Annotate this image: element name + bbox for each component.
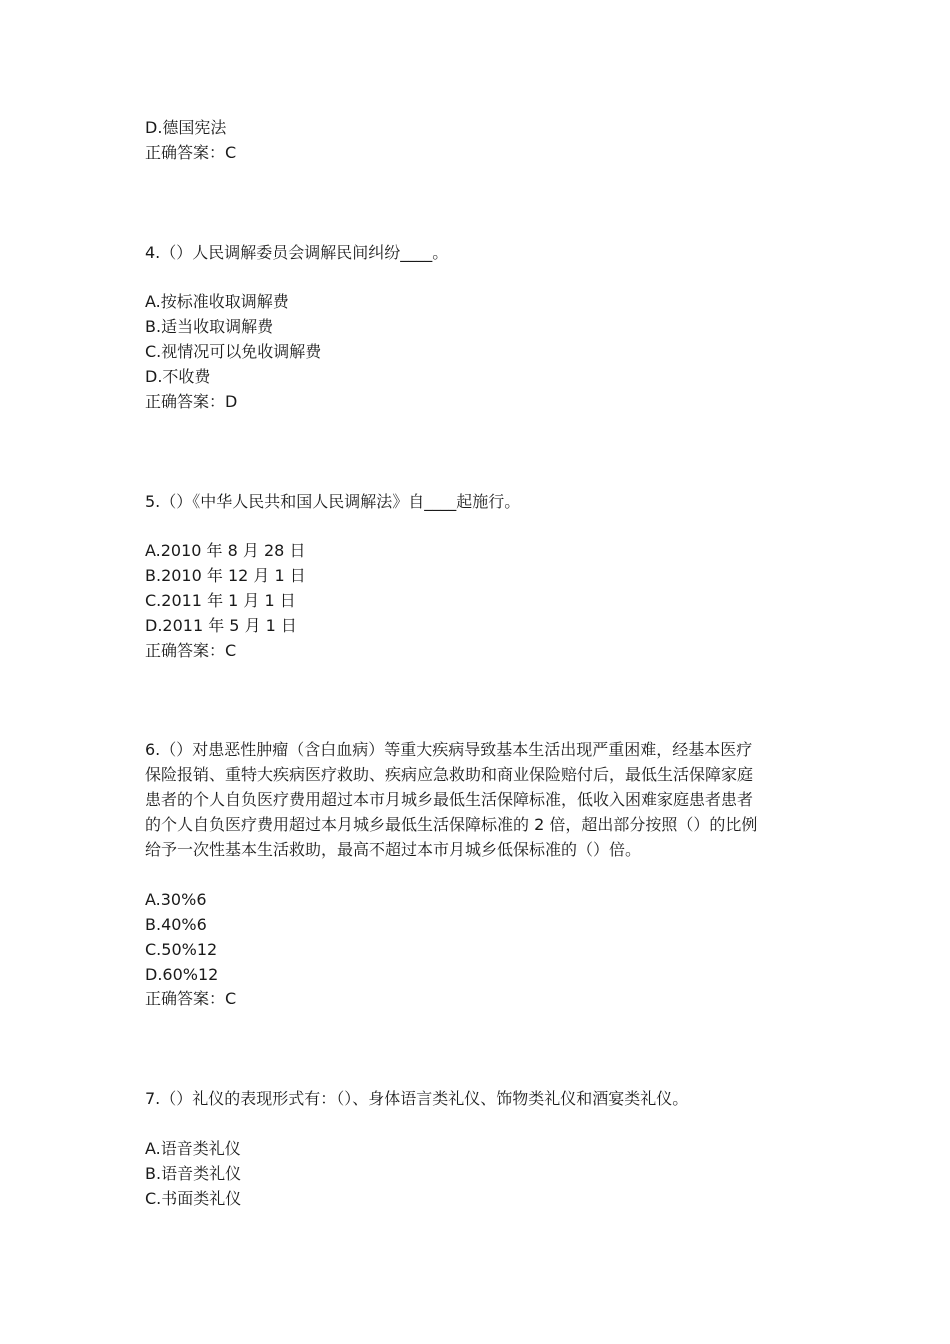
q4-option-a: A.按标准收取调解费 [145, 292, 289, 311]
q4-option-d: D.不收费 [145, 367, 211, 386]
q6-question-line-2: 保险报销、重特大疾病医疗救助、疾病应急救助和商业保险赔付后，最低生活保障家庭 [145, 765, 754, 784]
q4-option-b: B.适当收取调解费 [145, 317, 274, 336]
q6-option-c: C.50%12 [145, 940, 218, 959]
q5-answer: 正确答案：C [145, 641, 237, 660]
q5-option-c: C.2011 年 1 月 1 日 [145, 591, 296, 610]
q4-question: 4.（）人民调解委员会调解民间纠纷____。 [145, 243, 449, 262]
q6-question-line-3: 患者的个人自负医疗费用超过本市月城乡最低生活保障标准，低收入困难家庭患者患者 [145, 790, 754, 809]
q7-option-c: C.书面类礼仪 [145, 1189, 242, 1208]
q6-option-b: B.40%6 [145, 915, 207, 934]
q6-option-a: A.30%6 [145, 890, 207, 909]
q3-option-d: D.德国宪法 [145, 118, 227, 137]
q5-option-a: A.2010 年 8 月 28 日 [145, 541, 306, 560]
q6-question-line-5: 给予一次性基本生活救助，最高不超过本市月城乡低保标准的（）倍。 [145, 840, 642, 859]
q6-option-d: D.60%12 [145, 965, 219, 984]
q5-option-b: B.2010 年 12 月 1 日 [145, 566, 306, 585]
q5-option-d: D.2011 年 5 月 1 日 [145, 616, 297, 635]
q3-answer: 正确答案：C [145, 143, 237, 162]
q5-question: 5.（）《中华人民共和国人民调解法》自____起施行。 [145, 492, 521, 511]
q6-question-line-1: 6.（）对患恶性肿瘤（含白血病）等重大疾病导致基本生活出现严重困难，经基本医疗 [145, 740, 753, 759]
q6-question-line-4: 的个人自负医疗费用超过本月城乡最低生活保障标准的 2 倍，超出部分按照（）的比例 [145, 815, 758, 834]
q7-option-b: B.语音类礼仪 [145, 1164, 242, 1183]
q4-option-c: C.视情况可以免收调解费 [145, 342, 322, 361]
q6-answer: 正确答案：C [145, 989, 237, 1008]
q7-option-a: A.语音类礼仪 [145, 1139, 241, 1158]
q4-answer: 正确答案：D [145, 392, 238, 411]
q7-question: 7.（）礼仪的表现形式有：（）、身体语言类礼仪、饰物类礼仪和酒宴类礼仪。 [145, 1089, 689, 1108]
